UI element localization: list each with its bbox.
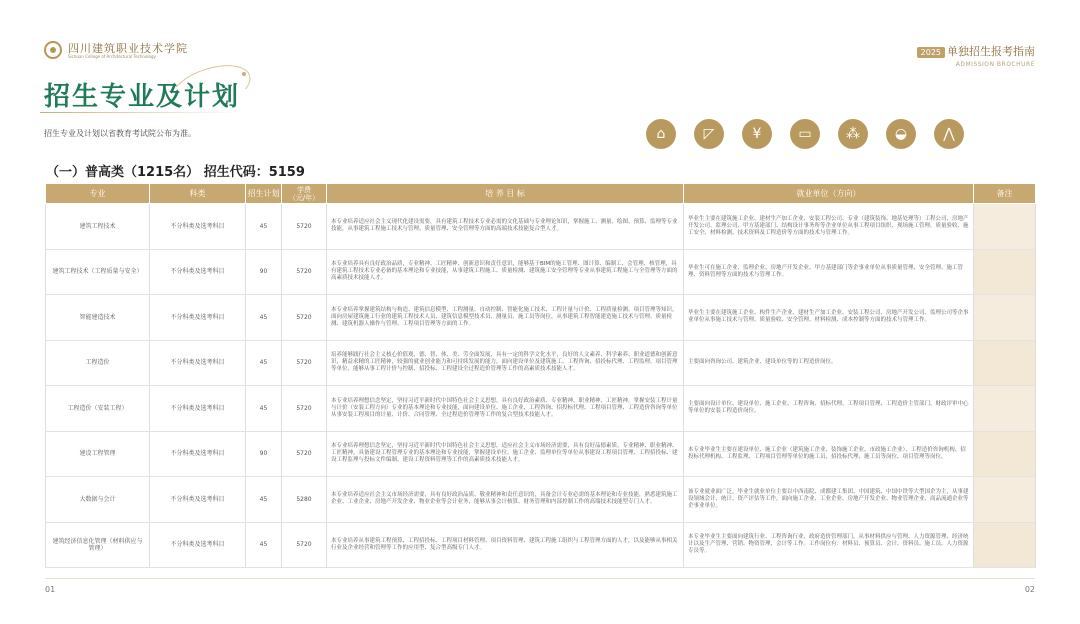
cell-subject: 不分科类及选考科目 xyxy=(150,204,246,250)
cell-subject: 不分科类及选考科目 xyxy=(150,431,246,477)
cell-note xyxy=(974,477,1036,523)
col-goal: 培 养 目 标 xyxy=(327,184,684,204)
table-header-row xyxy=(46,184,1036,204)
page-number-right: 02 xyxy=(1024,585,1035,594)
col-jobs: 就业单位（方向） xyxy=(684,184,974,204)
cell-plan: 90 xyxy=(246,249,282,295)
cell-goal: 本专业培养理想信念坚定，坚持习近平新时代中国特色社会主义思想，具有良好政治素质、专业精神、职业精神、工匠精神，掌握安装工程计量与计价（安装工程方向）专业的基本理论和专业技能，面向建设单位、施工企业、工程咨询、招投标代理、工程项目管理、工程造价咨询等单位从事安装工程项目的计量、计价、合同管理、全过程造价管理等工作的复合型技术技能人才。 xyxy=(327,386,684,432)
cell-note xyxy=(974,249,1036,295)
cell-jobs: 毕业生可在施工企业、监理企业、房地产开发企业、甲方基建部门等企事业单位从事质量管理、安全管理、施工管理、资料管理等方面的技术与管理工作。 xyxy=(684,249,974,295)
cell-goal: 本专业培养适应社会主义市场经济需要，具有良好政治品质、敬业精神和责任意识的，具备会计专业必需的基本理论和专业技能，熟悉建筑施工企业、工业企业、房地产开发企业、物业企业等会计业务，能够从事会计核算、财务管理和内部控制工作的高端技术技能型专门人才。 xyxy=(327,477,684,523)
network-icon: ⁂ xyxy=(838,119,868,149)
cell-major: 智能建造技术 xyxy=(46,295,150,341)
cell-plan: 45 xyxy=(246,340,282,386)
cell-subject: 不分科类及选考科目 xyxy=(150,340,246,386)
cell-subject: 不分科类及选考科目 xyxy=(150,295,246,341)
cell-note xyxy=(974,386,1036,432)
cell-note xyxy=(974,204,1036,250)
col-subject: 科类 xyxy=(150,184,246,204)
table-row xyxy=(46,477,1036,523)
table-row xyxy=(46,295,1036,341)
brochure-title: 单独招生报考指南 xyxy=(947,45,1035,58)
title-divider xyxy=(40,112,240,113)
footer-divider xyxy=(45,578,1035,579)
cell-tuition: 5280 xyxy=(282,477,327,523)
table-row xyxy=(46,522,1036,568)
cell-subject: 不分科类及选考科目 xyxy=(150,477,246,523)
section-heading: （一）普高类（1215名） 招生代码：5159 xyxy=(46,165,305,180)
cell-tuition: 5720 xyxy=(282,431,327,477)
money-icon: ¥ xyxy=(742,119,772,149)
table-row xyxy=(46,249,1036,295)
school-name-en: Sichuan College of Architectural Technology xyxy=(68,54,156,59)
col-major: 专业 xyxy=(46,184,150,204)
col-tuition-unit: （元/年） xyxy=(288,193,320,202)
surveying-icon: ⋀ xyxy=(934,119,964,149)
cell-note xyxy=(974,431,1036,477)
cell-plan: 45 xyxy=(246,295,282,341)
cell-subject: 不分科类及选考科目 xyxy=(150,386,246,432)
col-plan: 招生计划 xyxy=(246,184,282,204)
monitor-icon: ▭ xyxy=(790,119,820,149)
water-icon: ◒ xyxy=(886,119,916,149)
cell-major: 建筑工程技术（工程质量与安全） xyxy=(46,249,150,295)
cell-tuition: 5720 xyxy=(282,340,327,386)
cell-subject: 不分科类及选考科目 xyxy=(150,249,246,295)
brochure-label xyxy=(917,40,1035,68)
cell-major: 工程造价 xyxy=(46,340,150,386)
cell-goal: 本专业培养理想信念坚定，坚持习近平新时代中国特色社会主义思想，适应社会主义市场经济需要，具有良好品德素质、专业精神、职业精神、工匠精神，具备建设工程管理专业的基本理论和专业技能，掌握建设单位、施工企业、监理单位等单位从事建设工程项目管理、工程招投标、建设工程监理与投标文件编制、建设工程资料管理等工作的高素质技术技能人才。 xyxy=(327,431,684,477)
cell-jobs: 主要面向咨询公司、建筑企业、建设单位等的工程造价岗位。 xyxy=(684,340,974,386)
brochure-year: 2025 xyxy=(917,47,945,58)
cell-tuition: 5720 xyxy=(282,522,327,568)
cell-jobs: 该专业就业面广泛，毕业生就业单位主要以中西南院、成都建工集团、中国建筑、中国中铁等大型国企为主，从事建设领域会计、统计、资产评估等工作，面向施工企业、工业企业、房地产开发企业、物业管理企业、商品流通企业等企事业单位。 xyxy=(684,477,974,523)
brochure-en: ADMISSION BROCHURE xyxy=(955,61,1035,68)
cell-major: 大数据与会计 xyxy=(46,477,150,523)
decorative-dot xyxy=(242,72,246,76)
cell-major: 建设工程管理 xyxy=(46,431,150,477)
cell-major: 建筑工程技术 xyxy=(46,204,150,250)
cell-goal: 本专业培养掌握建筑结构与构造、建筑信息模型、工程测量、自动控制、智能化施工技术、工程计量与计价、工程质量检测、项目管理等知识，面向房屋建筑施工行业的建筑工程技术人员、建筑信息模型技术员、测量员、施工员等岗位，从事建筑工程智能建造施工技术与管理、质量检测、建筑机器人操作与管理、工程项目管理等方面的工作。 xyxy=(327,295,684,341)
school-name: 四川建筑职业技术学院 xyxy=(68,42,188,55)
cell-goal: 本专业培养适应社会主义现代化建设需要，具有建筑工程技术专业必需的文化基础与专业理论知识，掌握施工、测量、绘图、预算、监理等专业技能，从事建筑工程施工技术与管理、质量管理、安全管理等方面的高端技术技能复合型人才。 xyxy=(327,204,684,250)
cell-tuition: 5720 xyxy=(282,249,327,295)
cell-plan: 45 xyxy=(246,204,282,250)
page-title: 招生专业及计划 xyxy=(44,82,241,112)
cell-plan: 45 xyxy=(246,522,282,568)
cell-tuition: 5720 xyxy=(282,204,327,250)
cell-major: 建筑经济信息化管理（材料供应与管理） xyxy=(46,522,150,568)
cell-note xyxy=(974,522,1036,568)
cell-subject: 不分科类及选考科目 xyxy=(150,522,246,568)
intro-text: 招生专业及计划以省教育考试院公布为准。 xyxy=(44,129,196,138)
cell-tuition: 5720 xyxy=(282,386,327,432)
table-row xyxy=(46,431,1036,477)
table-row xyxy=(46,386,1036,432)
page-number-left: 01 xyxy=(45,585,56,594)
col-tuition xyxy=(282,184,327,204)
table-row xyxy=(46,204,1036,250)
cell-goal: 培养能够践行社会主义核心价值观，德、智、体、美、劳全面发展，具有一定的科学文化水平，良好的人文素养、科学素养、职业道德和创新意识，精益求精的工匠精神，较强的就业创业能力和可持续发展的能力，面向建设单位及建筑施工、工程咨询、招投标代理、工程监理、项目管理等单位，能够从事工程计价与控制、招投标、工程建设全过程造价管理等工作的高素质技术技能人才。 xyxy=(327,340,684,386)
enrollment-table xyxy=(45,183,1035,568)
cell-plan: 45 xyxy=(246,477,282,523)
table-row xyxy=(46,340,1036,386)
cell-jobs: 毕业生主要在建筑施工企业、建材生产加工企业、安装工程公司、专业（建筑装饰、地基处理等）工程公司、房地产开发公司、监理公司、甲方基建部门、结构设计事务所等企业单位从事工程项目组织、现场施工管理、质量验收、施工安全、材料检测、技术资料及工程造价等方面的技术与管理工作。 xyxy=(684,204,974,250)
cell-major: 工程造价（安装工程） xyxy=(46,386,150,432)
cell-plan: 45 xyxy=(246,386,282,432)
school-logo xyxy=(44,41,62,59)
building-icon: ⌂ xyxy=(646,119,676,149)
cell-jobs: 本专业毕业生主要在建设单位、施工企业（建筑施工企业、装饰施工企业、市政施工企业）、工程造价咨询机构、招投标代理机构、工程监理、工程项目管理等单位的施工员、招投标代理、施工员等岗位、项目管理等岗位。 xyxy=(684,431,974,477)
cell-tuition: 5720 xyxy=(282,295,327,341)
cell-jobs: 主要面向设计单位、建设单位、施工企业、工程咨询、招标代理、工程项目管理、工程造价主管部门、财政评审中心等单位的安装工程造价岗位。 xyxy=(684,386,974,432)
cell-goal: 本专业培养具有良好政治品质，专业精神、工匠精神、创新意识和责任意识，能够基于BIM的施工管理、图计算、编制工、会管理、核管理，具有建筑工程技术专业必备的基本理论和专业技能，从事建筑工程施工、质量检测、建筑施工安全管理等专业从事建筑工程施工与全管理等方面的高素质技术技能人才。 xyxy=(327,249,684,295)
cell-goal: 本专业培养从事建筑工程预算、工程招投标、工程项目材料管理、项目资料管理、建筑工程施工组织与工程管理方面的人才，以及能够从事相关行业及企业经营和管理等工作的应用型、复合型高级专门人才。 xyxy=(327,522,684,568)
cell-note xyxy=(974,340,1036,386)
major-icons xyxy=(646,119,964,149)
drafting-icon: ◸ xyxy=(694,119,724,149)
cell-jobs: 本专业毕业生主要面向建筑行业、工程咨询行业、政府造价管理部门，从事材料供应与管理、人力资源管理、经济统计以及生产管理、营销、物资管理、会计等工作。工作岗位有：材料员、预算员、会计、资料员、施工员、人力资源专员等。 xyxy=(684,522,974,568)
col-tuition-label: 学费 xyxy=(297,185,311,194)
cell-jobs: 毕业生主要在建筑施工企业、构件生产企业、建材生产加工企业、安装工程公司、房地产开发公司、监理公司等企事业单位从事施工技术与管理、质量验收、安全管理、材料检测、成本控制等方面的技术与管理工作。 xyxy=(684,295,974,341)
cell-plan: 90 xyxy=(246,431,282,477)
col-note: 备注 xyxy=(974,184,1036,204)
cell-note xyxy=(974,295,1036,341)
